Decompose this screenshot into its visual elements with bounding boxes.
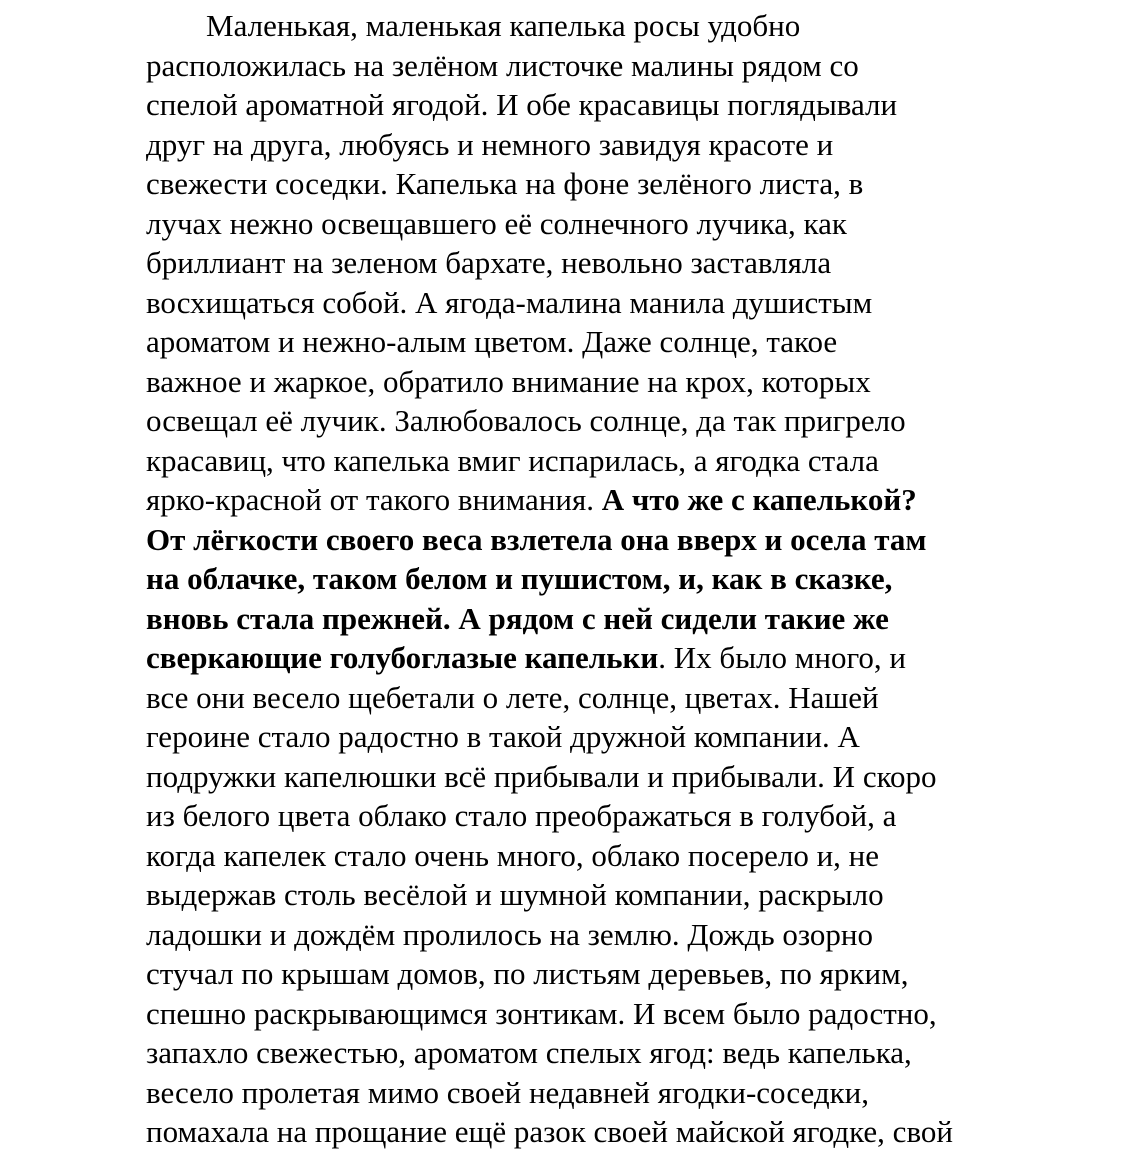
- text-segment: стучал по крышам домов, по листьям деревьев, по ярким,: [146, 956, 909, 991]
- bold-text-segment: вновь стала прежней. А рядом с ней сидели такие же: [146, 600, 889, 636]
- text-segment: все они весело щебетали о лете, солнце, цветах. Нашей: [146, 679, 879, 715]
- text-segment: освещал её лучик. Залюбовалось солнце, да так пригрело: [146, 403, 906, 438]
- text-segment: спешно раскрывающимся зонтикам. И всем было радостно,: [146, 995, 937, 1031]
- text-segment: ладошки и дождём пролилось на землю. Дождь озорно: [146, 916, 874, 952]
- text-line: [146, 401, 1122, 441]
- text-line: [146, 717, 1122, 757]
- text-segment: героине стало радостно в такой дружной компании. А: [146, 719, 860, 754]
- text-segment: . Их было много, и: [658, 640, 906, 675]
- text-segment: помахала на прощание ещё разок своей майской ягодке, свой: [146, 1114, 953, 1149]
- text-segment: расположилась на зелёном листочке малины рядом со: [146, 47, 859, 83]
- text-line: [146, 638, 1122, 678]
- text-segment: ароматом и нежно-алым цветом. Даже солнце, такое: [146, 324, 838, 359]
- text-line: [146, 322, 1122, 362]
- text-line: [146, 85, 1122, 125]
- text-line: [146, 599, 1122, 639]
- bold-text-segment: сверкающие голубоглазые капельки: [146, 640, 659, 675]
- text-segment: весело пролетая мимо своей недавней ягодки-соседки,: [146, 1074, 869, 1110]
- text-segment: Маленькая, маленькая капелька росы удобно: [206, 8, 801, 43]
- text-segment: запахло свежестью, ароматом спелых ягод: ведь капелька,: [146, 1035, 912, 1070]
- text-line: [146, 678, 1122, 718]
- text-segment: восхищаться собой. А ягода-малина манила душистым: [146, 284, 873, 320]
- text-line: [146, 283, 1122, 323]
- text-segment: когда капелек стало очень много, облако посерело и, не: [146, 837, 880, 873]
- bold-text-segment: От лёгкости своего веса взлетела она вверх и осела там: [146, 521, 927, 557]
- text-line: [146, 125, 1122, 165]
- text-line: [146, 1073, 1122, 1113]
- text-line: [146, 243, 1122, 283]
- text-line: [146, 796, 1122, 836]
- text-segment: ярко-красной от такого внимания.: [146, 482, 602, 517]
- text-segment: спелой ароматной ягодой. И обе красавицы поглядывали: [146, 87, 898, 122]
- text-segment: красавиц, что капелька вмиг испарилась, а ягодка стала: [146, 442, 879, 478]
- text-line: [146, 6, 1122, 46]
- text-line: [146, 757, 1122, 797]
- text-line: [146, 875, 1122, 915]
- text-line: [146, 362, 1122, 402]
- bold-text-segment: А что же с капелькой?: [601, 482, 917, 517]
- text-line: [146, 836, 1122, 876]
- text-line: [146, 994, 1122, 1034]
- text-segment: друг на друга, любуясь и немного завидуя красоте и: [146, 126, 834, 162]
- text-segment: свежести соседки. Капелька на фоне зелёного листа, в: [146, 166, 864, 201]
- text-line: [146, 954, 1122, 994]
- text-line: [146, 1033, 1122, 1073]
- text-segment: из белого цвета облако стало преображаться в голубой, а: [146, 798, 897, 833]
- text-segment: лучах нежно освещавшего её солнечного лучика, как: [146, 205, 847, 241]
- text-line: [146, 559, 1122, 599]
- text-segment: важное и жаркое, обратило внимание на крох, которых: [146, 363, 871, 399]
- bold-text-segment: на облачке, таком белом и пушистом, и, как в сказке,: [146, 561, 893, 596]
- text-line: [146, 480, 1122, 520]
- text-line: [146, 46, 1122, 86]
- text-line: [146, 441, 1122, 481]
- text-line: [146, 204, 1122, 244]
- text-segment: подружки капелюшки всё прибывали и прибывали. И скоро: [146, 758, 937, 794]
- text-line: [146, 164, 1122, 204]
- text-line: [146, 520, 1122, 560]
- text-segment: бриллиант на зеленом бархате, невольно заставляла: [146, 245, 832, 280]
- text-segment: выдержав столь весёлой и шумной компании, раскрыло: [146, 877, 884, 912]
- text-line-clipped: [146, 1112, 1122, 1152]
- text-line: [146, 915, 1122, 955]
